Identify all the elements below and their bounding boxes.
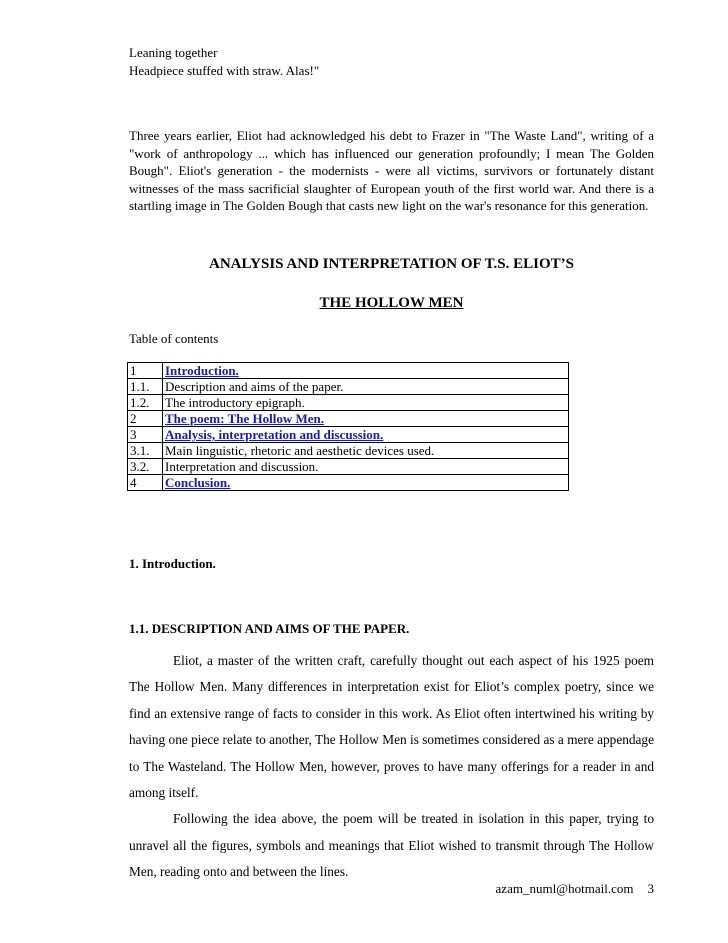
toc-number: 3: [128, 427, 163, 443]
toc-entry: The introductory epigraph.: [163, 395, 569, 411]
toc-row: [128, 411, 569, 427]
toc-link-poem[interactable]: The poem: The Hollow Men.: [163, 411, 569, 427]
main-body: [129, 648, 654, 886]
toc-row: [128, 443, 569, 459]
intro-paragraph: Three years earlier, Eliot had acknowledged his debt to Frazer in "The Waste Land", writing of a "work of anthropology ... which has influenced our generation profoundly; I mean The Golden Bough". Eliot's generation - the modernists - were all victims, survivors or fortunately distant witnesses of the mass sacrificial slaughter of European youth of the first world war. And there is a startling image in The Golden Bough that casts new light on the war's resonance for this generation.: [129, 128, 654, 214]
body-paragraph: Following the idea above, the poem will be treated in isolation in this paper, trying to unravel all the figures, symbols and meanings that Eliot wished to transmit through The Hollow Men, reading onto and between the lines.: [129, 811, 654, 880]
toc-label: Table of contents: [129, 331, 219, 346]
document-subtitle: THE HOLLOW MEN: [319, 295, 464, 311]
epigraph: [129, 44, 629, 80]
toc-row: [128, 363, 569, 379]
toc-link-introduction[interactable]: Introduction.: [163, 363, 569, 379]
toc-number: 1.1.: [128, 379, 163, 395]
toc-number: 2: [128, 411, 163, 427]
section-heading-introduction: 1. Introduction.: [129, 556, 216, 571]
toc-number: 4: [128, 475, 163, 491]
toc-number: 3.1.: [128, 443, 163, 459]
toc-row: [128, 379, 569, 395]
epigraph-line: Leaning together: [129, 45, 218, 60]
toc-number: 3.2.: [128, 459, 163, 475]
document-title: ANALYSIS AND INTERPRETATION OF T.S. ELIOT’S: [209, 256, 574, 272]
toc-number: 1.2.: [128, 395, 163, 411]
section-heading-description: 1.1. DESCRIPTION AND AIMS OF THE PAPER.: [129, 621, 410, 636]
toc-row: [128, 459, 569, 475]
toc-number: 1: [128, 363, 163, 379]
toc-link-conclusion[interactable]: Conclusion.: [163, 475, 569, 491]
toc-row: [128, 427, 569, 443]
footer-email: azam_numl@hotmail.com: [495, 881, 634, 896]
toc-row: [128, 395, 569, 411]
epigraph-line: Headpiece stuffed with straw. Alas!": [129, 63, 320, 78]
toc-row: [128, 475, 569, 491]
page-number: 3: [647, 881, 654, 896]
table-of-contents: [127, 362, 569, 491]
toc-link-analysis[interactable]: Analysis, interpretation and discussion.: [163, 427, 569, 443]
toc-entry: Main linguistic, rhetoric and aesthetic devices used.: [163, 443, 569, 459]
toc-entry: Interpretation and discussion.: [163, 459, 569, 475]
toc-entry: Description and aims of the paper.: [163, 379, 569, 395]
body-paragraph: Eliot, a master of the written craft, carefully thought out each aspect of his 1925 poem The Hollow Men. Many differences in interpretation exist for Eliot’s complex poetry, since we find an extensive range of facts to consider in this work. As Eliot often intertwined his writing by having one piece relate to another, The Hollow Men is sometimes considered as a mere appendage to The Wasteland. The Hollow Men, however, proves to have many offerings for a reader in and among itself.: [129, 653, 654, 801]
page-footer: [129, 881, 654, 897]
